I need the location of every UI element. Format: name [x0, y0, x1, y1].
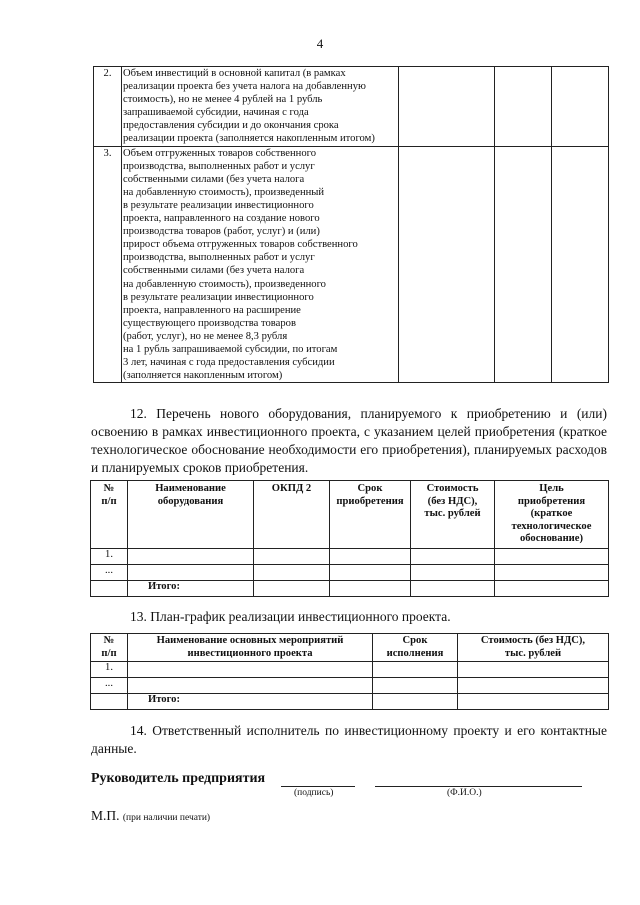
column-header: Стоимость (без НДС), тыс. рублей: [458, 634, 609, 662]
section-13-text: 13. План-график реализации инвестиционного проекта.: [130, 609, 451, 624]
table-cell: [91, 694, 128, 710]
section-12-text: 12. Перечень нового оборудования, планируемого к приобретению и (или) освоению в рамках инвестиционного проекта, с указанием целей приобретения (краткое технологическое обоснование необходимости его приобретения), планируемых расходов и планируемых сроков приобретения.: [91, 406, 607, 475]
indicators-table: [93, 66, 609, 383]
total-row: [91, 580, 609, 596]
column-header: Срок исполнения: [373, 634, 458, 662]
table-cell: [373, 694, 458, 710]
table-cell: [254, 548, 330, 564]
column-header: Наименование оборудования: [128, 481, 254, 549]
value-cell: [495, 67, 552, 147]
table-cell: [458, 662, 609, 678]
indicator-text: Объем отгруженных товаров собственного производства, выполненных работ и услуг собственными силами (без учета налога на добавленную стоимость), произведенный в результате реализации инвестиционного проекта, направленного на создание нового производства товаров (работ, услуг) и (или) прирост объема отгруженных товаров собственного производства, выполненных работ и услуг собственными силами (без учета налога на добавленную стоимость), произведенного в результате реализации инвестиционного проекта, направленного на расширение существующего производства товаров (работ, услуг), но не менее 8,3 рубля на 1 рубль запрашиваемой субсидии, по итогам 3 лет, начиная с года предоставления субсидии (заполняется накопленным итогом): [122, 146, 399, 383]
table-cell: [411, 548, 495, 564]
table-cell: [411, 564, 495, 580]
row-number: ...: [91, 564, 128, 580]
table-cell: [495, 580, 609, 596]
table-cell: [458, 694, 609, 710]
table-cell: [330, 564, 411, 580]
table-cell: [128, 564, 254, 580]
column-header: Наименование основных мероприятий инвестиционного проекта: [128, 634, 373, 662]
name-caption: (Ф.И.О.): [447, 788, 482, 798]
section-14-text: 14. Ответственный исполнитель по инвестиционному проекту и его контактные данные.: [91, 723, 607, 756]
value-cell: [495, 146, 552, 383]
table-cell: [373, 678, 458, 694]
table-cell: [458, 678, 609, 694]
column-header: ОКПД 2: [254, 481, 330, 549]
table-header-row: [91, 481, 609, 549]
table-row: [91, 548, 609, 564]
total-row: [91, 694, 609, 710]
table-cell: [411, 580, 495, 596]
row-number: 1.: [91, 548, 128, 564]
page-number: 4: [316, 36, 324, 51]
column-header: № п/п: [91, 481, 128, 549]
signature-line: [281, 770, 355, 787]
schedule-table: [90, 633, 609, 710]
table-cell: [495, 564, 609, 580]
table-row: [91, 662, 609, 678]
table-row: [91, 564, 609, 580]
table-cell: [128, 678, 373, 694]
column-header: Срок приобретения: [330, 481, 411, 549]
value-cell: [399, 146, 495, 383]
table-cell: [254, 564, 330, 580]
table-cell: [373, 662, 458, 678]
table-row: [94, 67, 609, 147]
column-header: Цель приобретения (краткое технологическое обоснование): [495, 481, 609, 549]
stamp-place: [91, 808, 210, 824]
signature-caption: (подпись): [294, 788, 334, 798]
indicator-text: Объем инвестиций в основной капитал (в рамках реализации проекта без учета налога на добавленную стоимость), но не менее 4 рублей на 1 рубль запрашиваемой субсидии, начиная с года предоставления субсидии и до окончания срока реализации проекта (заполняется накопленным итогом): [122, 67, 399, 147]
table-cell: [330, 548, 411, 564]
column-header: Стоимость (без НДС), тыс. рублей: [411, 481, 495, 549]
total-label: Итого:: [128, 580, 254, 596]
table-cell: [91, 580, 128, 596]
row-number: 2.: [94, 67, 122, 147]
value-cell: [399, 67, 495, 147]
table-cell: [330, 580, 411, 596]
table-cell: [128, 662, 373, 678]
stamp-label: М.П.: [91, 808, 120, 823]
table-row: [94, 146, 609, 383]
value-cell: [552, 146, 609, 383]
table-cell: [254, 580, 330, 596]
value-cell: [552, 67, 609, 147]
name-line: [375, 770, 582, 787]
signature-label: Руководитель предприятия: [91, 771, 266, 786]
total-label: Итого:: [128, 694, 373, 710]
table-header-row: [91, 634, 609, 662]
table-cell: [495, 548, 609, 564]
table-row: [91, 678, 609, 694]
stamp-note: (при наличии печати): [122, 813, 211, 823]
row-number: ...: [91, 678, 128, 694]
equipment-table: [90, 480, 609, 597]
table-cell: [128, 548, 254, 564]
row-number: 3.: [94, 146, 122, 383]
row-number: 1.: [91, 662, 128, 678]
column-header: № п/п: [91, 634, 128, 662]
